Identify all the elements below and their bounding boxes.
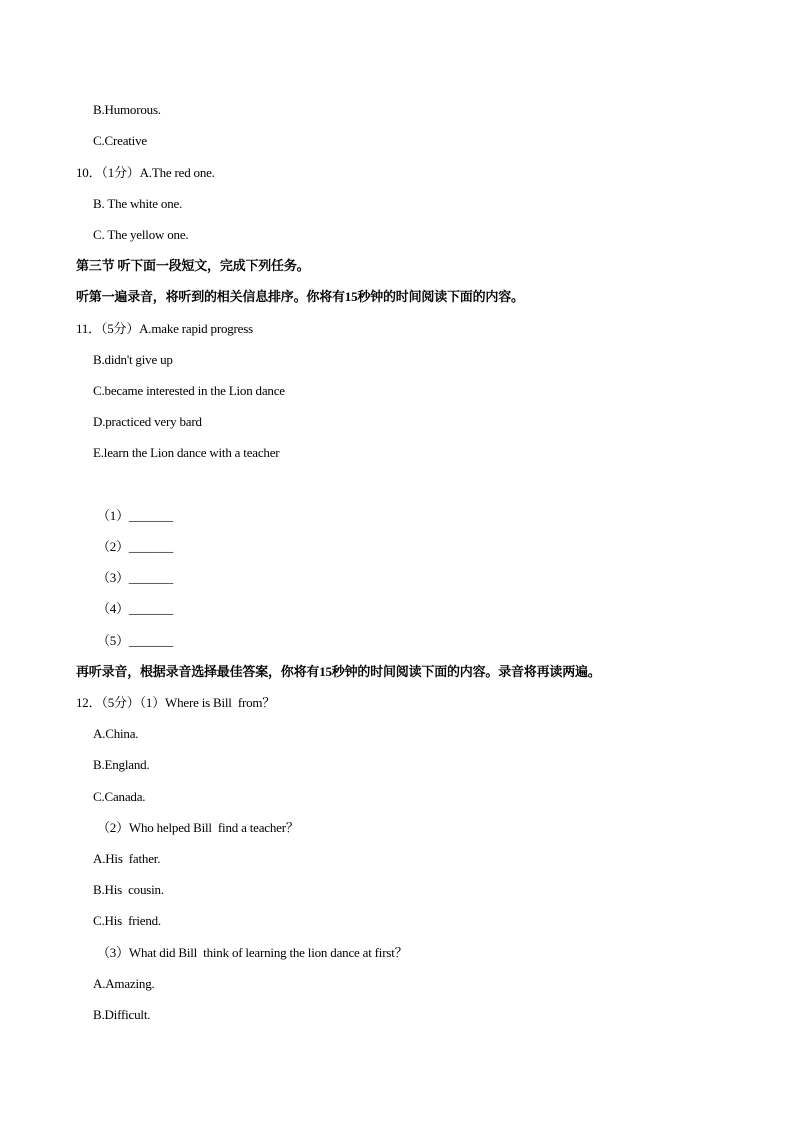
q10-option-c: C. The yellow one. <box>93 227 189 242</box>
q9-option-c: C.Creative <box>93 133 147 148</box>
q11-option-b: B.didn't give up <box>93 352 173 367</box>
section-instruction-2: 再听录音，根据录音选择最佳答案，你将有15秒钟的时间阅读下面的内容。录音将再读两遍。 <box>76 664 601 679</box>
q11-blank-2: （2）_______ <box>97 539 174 554</box>
section3-instruction: 听第一遍录音，将听到的相关信息排序。你将有15秒钟的时间阅读下面的内容。 <box>76 289 524 304</box>
q12-3-stem: （3）What did Bill think of learning the lion dance at first？ <box>97 945 408 960</box>
q11-option-e: E.learn the Lion dance with a teacher <box>93 445 280 460</box>
q11-blank-1: （1）_______ <box>97 508 174 523</box>
q12-3-option-a: A.Amazing. <box>93 976 155 991</box>
q12-2-option-a: A.His father. <box>93 851 161 866</box>
q10-option-b: B. The white one. <box>93 196 183 211</box>
q11-option-d: D.practiced very bard <box>93 414 202 429</box>
q9-option-b: B.Humorous. <box>93 102 161 117</box>
section3-title: 第三节 听下面一段短文，完成下列任务。 <box>76 258 310 273</box>
q12-2-option-b: B.His cousin. <box>93 882 164 897</box>
q12-stem: 12．（5分）（1）Where is Bill from？ <box>76 695 276 710</box>
q12-3-option-b: B.Difficult. <box>93 1007 151 1022</box>
q11-option-c: C.became interested in the Lion dance <box>93 383 285 398</box>
q11-stem: 11．（5分）A.make rapid progress <box>76 321 253 336</box>
q12-2-option-c: C.His friend. <box>93 913 161 928</box>
q12-2-stem: （2）Who helped Bill find a teacher？ <box>97 820 299 835</box>
q10-stem: 10．（1分）A.The red one. <box>76 165 215 180</box>
q12-1-option-c: C.Canada. <box>93 789 146 804</box>
q11-blank-5: （5）_______ <box>97 633 174 648</box>
q12-1-option-a: A.China. <box>93 726 139 741</box>
q11-blank-4: （4）_______ <box>97 601 174 616</box>
q11-blank-3: （3）_______ <box>97 570 174 585</box>
q12-1-option-b: B.England. <box>93 757 150 772</box>
